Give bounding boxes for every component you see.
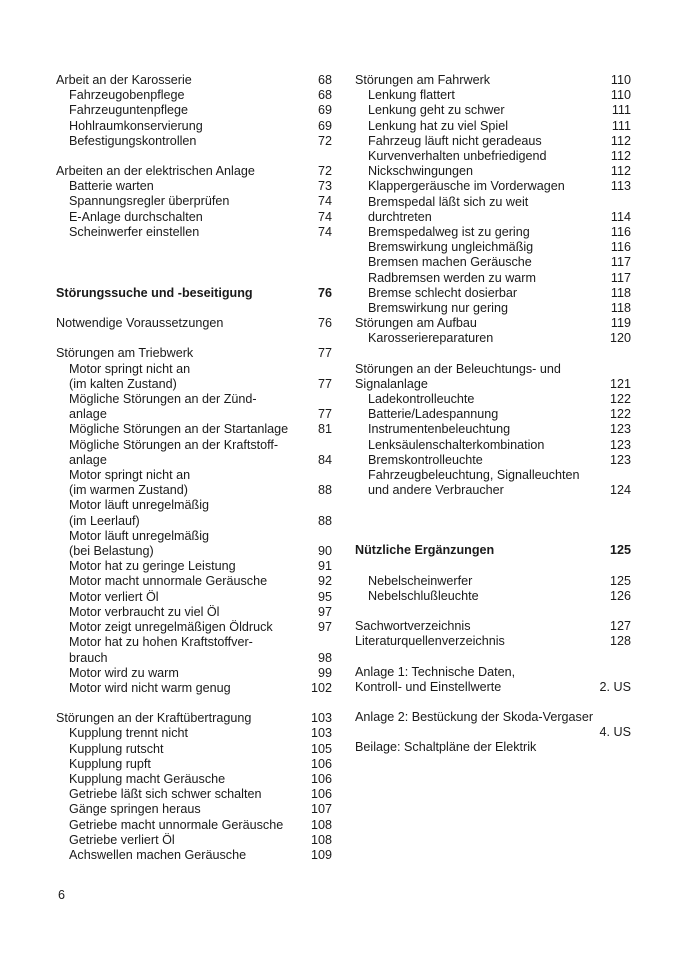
toc-subentry	[56, 802, 332, 817]
toc-subentry	[355, 422, 631, 437]
toc-entry-title: Kupplung trennt nicht	[69, 726, 189, 741]
toc-entry-title: Lenkung geht zu schwer	[368, 103, 505, 118]
toc-entry-page: 77	[317, 407, 332, 422]
toc-entry-page: 118	[610, 301, 631, 316]
toc-subentry	[355, 210, 631, 225]
toc-subentry	[56, 210, 332, 225]
toc-entry-title: Motor macht unnormale Geräusche	[69, 574, 268, 589]
toc-entry-page: 110	[610, 73, 631, 87]
toc-entry-title: Bremswirkung nur gering	[368, 301, 508, 316]
toc-entry-page: 108	[310, 817, 332, 832]
toc-subentry	[355, 164, 631, 179]
toc-entry-page: 69	[317, 103, 332, 118]
toc-entry-title: Bremswirkung ungleichmäßig	[368, 240, 534, 255]
toc-entry-title: Nebelschlußleuchte	[368, 588, 479, 603]
toc-entry	[56, 286, 332, 301]
toc-entry-page: 127	[609, 619, 631, 634]
toc-entry-page: 123	[609, 437, 631, 452]
toc-entry-title: Getriebe verliert Öl	[69, 832, 175, 847]
toc-entry-title: Fahrzeug läuft nicht geradeaus	[368, 133, 542, 148]
toc-subentry	[355, 331, 631, 346]
toc-entry-page: 97	[317, 604, 332, 619]
toc-entry	[355, 634, 631, 649]
toc-subentry	[355, 574, 631, 589]
toc-entry-page: 107	[310, 802, 332, 817]
toc-entry-title: Kontroll- und Einstellwerte	[355, 679, 502, 694]
toc-entry-page: 81	[317, 422, 332, 437]
toc-entry-title: Klappergeräusche im Vorderwagen	[368, 179, 565, 194]
toc-entry-title: Motor läuft unregelmäßig	[69, 528, 209, 543]
toc-subentry	[355, 468, 631, 483]
toc-subentry	[355, 271, 631, 286]
toc-left-column	[56, 73, 332, 863]
toc-entry-page: 73	[317, 179, 332, 194]
toc-entry-title: Motor verbraucht zu viel Öl	[69, 604, 220, 619]
toc-subentry	[355, 301, 631, 316]
toc-entry-page: 114	[610, 209, 631, 224]
toc-entry-page: 103	[310, 726, 332, 741]
toc-entry-title: Signalanlage	[355, 376, 428, 391]
toc-entry	[56, 316, 332, 331]
toc-entry-page: 122	[609, 407, 631, 422]
toc-entry-title: Spannungsregler überprüfen	[69, 194, 230, 209]
toc-entry-title: Bremspedalweg ist zu gering	[368, 225, 530, 240]
toc-entry-title: und andere Verbraucher	[368, 483, 504, 498]
toc-entry-title: Motor wird nicht warm genug	[69, 680, 231, 695]
toc-entry-page: 74	[317, 209, 332, 224]
toc-subentry	[56, 651, 332, 666]
toc-entry-page: 76	[317, 316, 332, 331]
toc-subentry	[56, 772, 332, 787]
toc-subentry	[355, 134, 631, 149]
toc-entry-page: 128	[609, 634, 631, 649]
toc-entry-title: Motor springt nicht an	[69, 468, 191, 483]
toc-entry-page: 118	[610, 285, 631, 300]
toc-entry-page: 77	[317, 376, 332, 391]
toc-entry-page: 112	[610, 164, 631, 179]
toc-entry-title: Literaturquellenverzeichnis	[355, 634, 505, 649]
toc-subentry	[56, 88, 332, 103]
toc-subentry	[56, 544, 332, 559]
toc-entry-page: 122	[609, 392, 631, 407]
toc-subentry	[355, 453, 631, 468]
toc-entry-page: 106	[310, 787, 332, 802]
toc-entry-page: 76	[317, 286, 332, 301]
toc-entry-title: Radbremsen werden zu warm	[368, 270, 536, 285]
toc-entry-page: 111	[611, 118, 631, 133]
toc-entry	[355, 543, 631, 558]
toc-subentry	[56, 681, 332, 696]
toc-entry-page: 97	[317, 620, 332, 635]
toc-entry-title: Motor hat zu hohen Kraftstoffver-	[69, 635, 253, 650]
toc-subentry	[56, 362, 332, 377]
toc-entry-page: 91	[317, 559, 332, 574]
toc-subentry	[56, 605, 332, 620]
section-spacer	[355, 559, 631, 574]
toc-subentry	[56, 407, 332, 422]
toc-subentry	[355, 88, 631, 103]
toc-entry-page: 123	[609, 452, 631, 467]
toc-entry-page: 109	[310, 847, 332, 862]
toc-entry-title: Motor springt nicht an	[69, 361, 191, 376]
section-spacer	[56, 149, 332, 164]
toc-entry-page: 98	[317, 650, 332, 665]
toc-entry-title: Arbeiten an der elektrischen Anlage	[56, 164, 255, 179]
toc-entry-title: Störungssuche und -beseitigung	[56, 286, 253, 301]
toc-entry-title: Störungen am Triebwerk	[56, 346, 194, 361]
toc-subentry	[355, 225, 631, 240]
toc-entry-title: Mögliche Störungen an der Kraftstoff-	[69, 437, 279, 452]
toc-entry-page: 108	[310, 832, 332, 847]
section-spacer	[56, 331, 332, 346]
toc-entry	[56, 346, 332, 361]
toc-subentry	[355, 195, 631, 210]
toc-entry-title: Motor verliert Öl	[69, 589, 159, 604]
toc-entry-title: Ladekontrolleuchte	[368, 392, 475, 407]
toc-entry	[56, 711, 332, 726]
toc-entry-page: 126	[609, 588, 631, 603]
toc-subentry	[56, 103, 332, 118]
toc-entry	[355, 619, 631, 634]
toc-subentry	[355, 392, 631, 407]
toc-right-column	[355, 73, 631, 756]
toc-entry-title: Kupplung rupft	[69, 756, 151, 771]
toc-subentry	[56, 574, 332, 589]
toc-entry-title: (im kalten Zustand)	[69, 376, 177, 391]
toc-entry-title: Störungen an der Kraftübertragung	[56, 711, 252, 726]
toc-entry-title: Achswellen machen Geräusche	[69, 847, 247, 862]
toc-entry-title: Fahrzeugbeleuchtung, Signalleuchten	[368, 468, 580, 483]
toc-entry-page: 123	[609, 422, 631, 437]
toc-entry-title: Getriebe läßt sich schwer schalten	[69, 787, 262, 802]
toc-subentry	[56, 742, 332, 757]
toc-entry-page: 99	[317, 665, 332, 680]
toc-entry-title: Nützliche Ergänzungen	[355, 543, 495, 558]
toc-entry-title: Lenkung hat zu viel Spiel	[368, 118, 509, 133]
toc-entry-title: Nickschwingungen	[368, 164, 474, 179]
toc-entry-page: 74	[317, 194, 332, 209]
toc-subentry	[56, 225, 332, 240]
toc-entry-title: (im warmen Zustand)	[69, 483, 188, 498]
toc-subentry	[56, 635, 332, 650]
toc-entry-title: Bremskontrolleuchte	[368, 452, 483, 467]
toc-entry-title: durchtreten	[368, 209, 432, 224]
toc-entry-title: Motor zeigt unregelmäßigen Öldruck	[69, 620, 273, 635]
toc-entry-page: 111	[611, 103, 631, 118]
toc-entry-page: 72	[317, 133, 332, 148]
toc-entry	[355, 362, 631, 377]
toc-subentry	[56, 483, 332, 498]
toc-subentry	[56, 529, 332, 544]
toc-entry	[56, 164, 332, 179]
section-spacer	[355, 650, 631, 665]
toc-entry-title: Störungen an der Beleuchtungs- und	[355, 361, 561, 376]
toc-subentry	[56, 498, 332, 513]
toc-subentry	[56, 818, 332, 833]
toc-entry-page: 124	[609, 483, 631, 498]
toc-entry-page: 90	[317, 544, 332, 559]
toc-entry-page: 117	[610, 270, 631, 285]
toc-entry-title: Störungen am Fahrwerk	[355, 73, 491, 87]
toc-entry-title: Motor wird zu warm	[69, 665, 179, 680]
toc-entry-page: 95	[317, 589, 332, 604]
toc-entry-title: Mögliche Störungen an der Zünd-	[69, 392, 257, 407]
toc-entry-title: Motor läuft unregelmäßig	[69, 498, 209, 513]
toc-subentry	[355, 438, 631, 453]
toc-subentry	[355, 255, 631, 270]
toc-entry-page: 105	[310, 741, 332, 756]
toc-entry-title: Mögliche Störungen an der Startanlage	[69, 422, 289, 437]
toc-subentry	[56, 757, 332, 772]
toc-entry-title: Batterie warten	[69, 179, 154, 194]
toc-entry-title: Lenkung flattert	[368, 88, 455, 103]
toc-subentry	[355, 103, 631, 118]
toc-entry-page: 84	[317, 452, 332, 467]
toc-entry-title: Befestigungskontrollen	[69, 133, 197, 148]
toc-entry-page: 110	[610, 88, 631, 103]
toc-subentry	[355, 589, 631, 604]
toc-entry-title: anlage	[69, 452, 107, 467]
toc-subentry	[355, 286, 631, 301]
toc-subentry	[56, 392, 332, 407]
toc-entry-title: Hohlraumkonservierung	[69, 118, 203, 133]
toc-entry-title: Störungen am Aufbau	[355, 316, 477, 331]
toc-subentry	[56, 590, 332, 605]
toc-entry-page: 121	[609, 376, 631, 391]
toc-subentry	[56, 422, 332, 437]
toc-subentry	[355, 179, 631, 194]
toc-entry-page: 112	[610, 133, 631, 148]
toc-subentry	[56, 377, 332, 392]
toc-entry-title: Arbeit an der Karosserie	[56, 73, 192, 87]
toc-subentry	[56, 134, 332, 149]
toc-subentry	[355, 407, 631, 422]
toc-entry	[355, 710, 631, 725]
toc-entry-title: brauch	[69, 650, 108, 665]
toc-entry-title: Beilage: Schaltpläne der Elektrik	[355, 740, 537, 755]
toc-entry	[355, 73, 631, 88]
toc-entry-page: 92	[317, 574, 332, 589]
toc-entry-title: Sachwortverzeichnis	[355, 619, 471, 634]
toc-entry-title: Kupplung macht Geräusche	[69, 771, 226, 786]
toc-entry-title: Kupplung rutscht	[69, 741, 164, 756]
toc-subentry	[56, 848, 332, 863]
section-spacer	[355, 695, 631, 710]
toc-entry-title: Fahrzeuguntenpflege	[69, 103, 189, 118]
toc-entry-page: 68	[317, 88, 332, 103]
toc-subentry	[56, 438, 332, 453]
toc-subentry	[56, 787, 332, 802]
toc-entry-title: Bremspedal läßt sich zu weit	[368, 194, 529, 209]
toc-entry-title: Anlage 1: Technische Daten,	[355, 664, 516, 679]
toc-entry-title: Notwendige Voraussetzungen	[56, 316, 224, 331]
section-spacer	[355, 604, 631, 619]
toc-entry-page: 106	[310, 771, 332, 786]
toc-entry-title: Fahrzeugobenpflege	[69, 88, 185, 103]
toc-entry-title: Getriebe macht unnormale Geräusche	[69, 817, 284, 832]
section-spacer	[56, 240, 332, 286]
toc-entry	[355, 725, 631, 740]
toc-subentry	[355, 119, 631, 134]
toc-entry-title: Motor hat zu geringe Leistung	[69, 559, 236, 574]
toc-entry-page: 77	[317, 346, 332, 361]
toc-entry-page: 106	[310, 756, 332, 771]
toc-entry-title: Instrumentenbeleuchtung	[368, 422, 511, 437]
toc-subentry	[56, 620, 332, 635]
toc-entry	[355, 316, 631, 331]
toc-subentry	[56, 468, 332, 483]
toc-entry-title: anlage	[69, 407, 107, 422]
toc-entry-page: 117	[610, 255, 631, 270]
toc-entry-page: 88	[317, 483, 332, 498]
toc-entry-page: 125	[609, 573, 631, 588]
toc-subentry	[56, 666, 332, 681]
toc-entry-page: 72	[317, 164, 332, 179]
toc-entry-title: Anlage 2: Bestückung der Skoda-Vergaser	[355, 709, 594, 724]
toc-entry-page: 116	[610, 240, 631, 255]
toc-entry-page: 4. US	[599, 725, 631, 740]
toc-subentry	[355, 240, 631, 255]
toc-entry-title: Scheinwerfer einstellen	[69, 224, 200, 239]
toc-entry-title: (im Leerlauf)	[69, 513, 140, 528]
toc-entry-page: 102	[310, 680, 332, 695]
toc-entry	[355, 665, 631, 680]
toc-subentry	[56, 119, 332, 134]
toc-entry	[355, 377, 631, 392]
toc-subentry	[56, 514, 332, 529]
section-spacer	[56, 696, 332, 711]
toc-entry-page: 2. US	[599, 679, 631, 694]
toc-subentry	[355, 149, 631, 164]
toc-entry-title: Batterie/Ladespannung	[368, 407, 499, 422]
toc-entry-title: Bremse schlecht dosierbar	[368, 285, 518, 300]
section-spacer	[355, 347, 631, 362]
toc-entry	[56, 73, 332, 88]
toc-subentry	[56, 726, 332, 741]
section-spacer	[355, 498, 631, 543]
toc-entry-title: Kurvenverhalten unbefriedigend	[368, 149, 547, 164]
toc-entry-page: 103	[310, 711, 332, 726]
toc-entry	[355, 740, 631, 755]
section-spacer	[56, 301, 332, 316]
toc-entry-title: Lenksäulenschalterkombination	[368, 437, 545, 452]
page-number: 6	[58, 888, 66, 902]
toc-entry-page: 68	[317, 73, 332, 87]
toc-entry-title: Karosseriereparaturen	[368, 331, 494, 346]
toc-entry-page: 120	[609, 331, 631, 346]
toc-entry-page: 119	[610, 316, 631, 331]
toc-entry	[355, 680, 631, 695]
toc-subentry	[56, 559, 332, 574]
toc-entry-page: 74	[317, 224, 332, 239]
toc-subentry	[56, 833, 332, 848]
toc-subentry	[56, 179, 332, 194]
toc-entry-title: E-Anlage durchschalten	[69, 209, 203, 224]
toc-entry-page: 88	[317, 513, 332, 528]
toc-entry-title: Nebelscheinwerfer	[368, 573, 473, 588]
toc-entry-title: Bremsen machen Geräusche	[368, 255, 532, 270]
toc-subentry	[56, 453, 332, 468]
toc-entry-page: 116	[610, 225, 631, 240]
toc-entry-title: Gänge springen heraus	[69, 802, 201, 817]
toc-subentry	[355, 483, 631, 498]
toc-entry-page: 125	[609, 543, 631, 558]
toc-subentry	[56, 194, 332, 209]
toc-entry-page: 112	[610, 149, 631, 164]
toc-entry-page: 113	[610, 179, 631, 194]
toc-entry-page: 69	[317, 118, 332, 133]
toc-entry-title: (bei Belastung)	[69, 544, 154, 559]
